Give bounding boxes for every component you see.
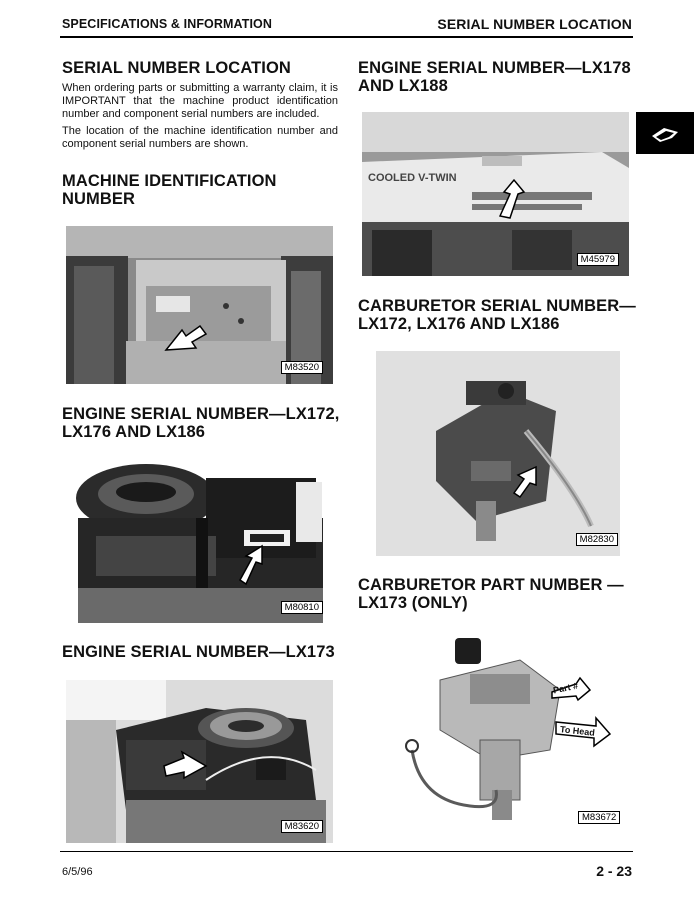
engine-lx172-figure-label: M80810 [281, 601, 323, 614]
to-head-callout: To Head [559, 724, 596, 738]
header-page-topic: SERIAL NUMBER LOCATION [437, 16, 632, 32]
engine-serial-lx178-heading: ENGINE SERIAL NUMBER—LX178 AND LX188 [358, 59, 631, 95]
machine-id-figure-label: M83520 [281, 361, 323, 374]
engine-lx172-photo [66, 458, 333, 623]
carb-part-photo [400, 630, 622, 826]
footer-date: 6/5/96 [62, 866, 93, 878]
engine-lx178-photo [362, 112, 629, 276]
section-tab [636, 112, 694, 154]
header-rule [60, 36, 633, 38]
carb-serial-figure-label: M82830 [576, 533, 618, 546]
engine-serial-lx173-heading: ENGINE SERIAL NUMBER—LX173 [62, 643, 335, 661]
engine-lx173-photo [66, 680, 333, 843]
arrow-tab-icon [636, 112, 694, 154]
page-number: 2 - 23 [596, 863, 632, 879]
part-number-callout: Part # [552, 680, 579, 696]
engine-serial-lx172-heading: ENGINE SERIAL NUMBER—LX172, LX176 AND LX186 [62, 405, 340, 441]
machine-id-photo [66, 226, 333, 384]
serial-number-location-title: SERIAL NUMBER LOCATION [62, 59, 291, 77]
engine-lx178-figure-label: M45979 [577, 253, 619, 266]
machine-id-heading: MACHINE IDENTIFICATION NUMBER [62, 172, 277, 208]
footer-rule [60, 851, 633, 852]
engine-lx173-figure-label: M83620 [281, 820, 323, 833]
carb-part-heading: CARBURETOR PART NUMBER — LX173 (ONLY) [358, 576, 624, 612]
carb-serial-heading: CARBURETOR SERIAL NUMBER— LX172, LX176 AND LX186 [358, 297, 636, 333]
carb-serial-photo [376, 351, 620, 556]
engine-lx178-photo-caption: COOLED V-TWIN [368, 172, 457, 184]
header-section-title: SPECIFICATIONS & INFORMATION [62, 17, 272, 31]
intro-paragraph: When ordering parts or submitting a warranty claim, it is IMPORTANT that the machine product identification number and component serial numbers are included. [62, 82, 338, 120]
location-paragraph: The location of the machine identification number and component serial numbers are shown. [62, 125, 338, 150]
carb-part-figure-label: M83672 [578, 811, 620, 824]
